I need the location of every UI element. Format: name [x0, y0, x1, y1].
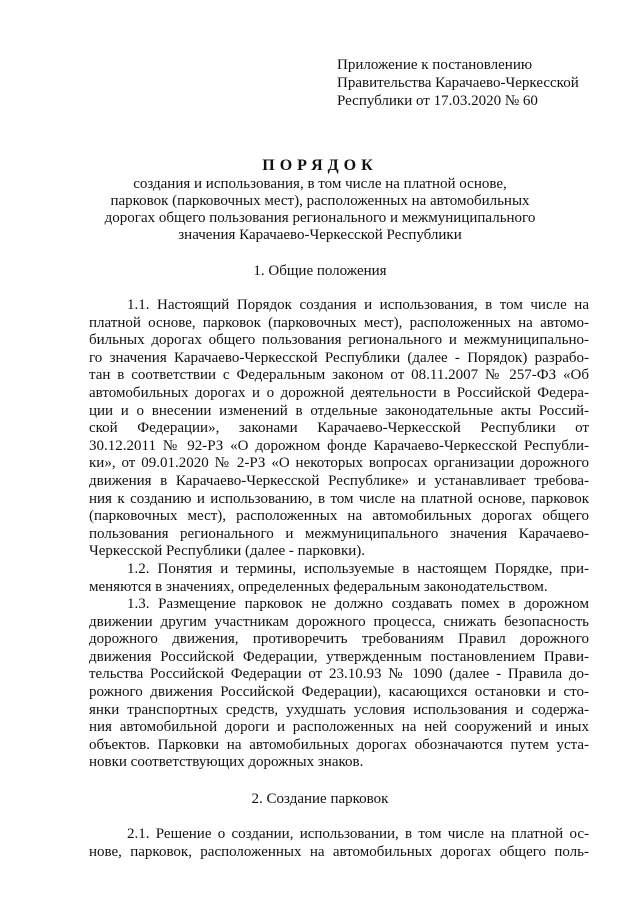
section-2-body	[89, 826, 589, 861]
subtitle-line-1: создания и использования, в том числе на платной основе,	[133, 176, 507, 192]
paragraph-line: нове, парковок, расположенных на автомобильных дорогах общего поль-	[89, 843, 589, 860]
paragraph-line: объектов. Парковки на автомобильных дорогах обозначаются путем уста-	[89, 736, 589, 753]
paragraph-line: Черкесской Республики (далее - парковки).	[89, 543, 366, 560]
paragraph-line: новки соответствующих дорожных знаков.	[89, 754, 364, 771]
paragraph-line: тан в соответствии с Федеральным законом от 08.11.2007 № 257-ФЗ «Об	[89, 367, 589, 384]
paragraph-line: платной основе, парковок (парковочных мест), расположенных на автомо-	[89, 314, 589, 331]
header-line-3: Республики от 17.03.2020 № 60	[337, 93, 538, 109]
paragraph-line: движения Российской Федерации, утвержденным постановлением Прави-	[89, 648, 589, 665]
paragraph-line: бильных дорогах общего пользования регионального и межмуниципально-	[89, 332, 589, 349]
paragraph-line: (парковочных мест), расположенных на автомобильных дорогах общего	[89, 508, 589, 525]
paragraph-line: янки транспортных средств, ухудшать условия использования и содержа-	[89, 701, 589, 718]
approval-header	[337, 56, 627, 110]
paragraph-line: ния автомобильной дороги и расположенных на ней сооружений и иных	[89, 719, 589, 736]
paragraph-line: дорожного движения, противоречить требованиям Правил дорожного	[89, 631, 589, 648]
document-title: ПОРЯДОК	[262, 157, 378, 174]
paragraph-line: ской Федерации», законами Карачаево-Черкесской Республики от	[89, 420, 589, 437]
paragraph-line: 1.1. Настоящий Порядок создания и использования, в том числе на	[127, 297, 589, 313]
paragraph-line: автомобильных дорогах и о дорожной деятельности в Российской Федера-	[89, 384, 589, 401]
paragraph-line: рожного движения Российской Федерации), касающихся остановки и сто-	[89, 684, 589, 701]
section-1-body	[89, 297, 589, 772]
paragraph-line: 1.2. Понятия и термины, используемые в настоящем Порядке, при-	[127, 560, 589, 577]
document-subtitle	[0, 176, 640, 244]
header-line-1: Приложение к постановлению	[337, 57, 533, 73]
paragraph-line: 1.3. Размещение парковок не должно создавать помех в дорожном	[127, 596, 589, 613]
paragraph-line: движении другим участникам дорожного процесса, снижать безопасность	[89, 613, 589, 630]
section-2-heading: 2. Создание парковок	[251, 791, 389, 807]
section-1-heading: 1. Общие положения	[253, 263, 387, 279]
paragraph-line: ки», от 09.01.2020 № 2-РЗ «О некоторых вопросах организации дорожного	[89, 455, 589, 472]
paragraph-line: 2.1. Решение о создании, использовании, в том числе на платной ос-	[127, 826, 589, 842]
paragraph-line: меняются в значениях, определенных федеральным законодательством.	[89, 578, 548, 595]
header-line-2: Правительства Карачаево-Черкесской	[337, 75, 579, 91]
paragraph-line: го значения Карачаево-Черкесской Республики (далее - Порядок) разрабо-	[89, 349, 589, 366]
paragraph-line: движения в Карачаево-Черкесской Республике» и устанавливает требова-	[89, 472, 589, 489]
paragraph-line: ции и о внесении изменений в отдельные законодательные акты Россий-	[89, 402, 589, 419]
subtitle-line-4: значения Карачаево-Черкесской Республики	[178, 227, 462, 243]
paragraph-line: тельства Российской Федерации от 23.10.93 № 1090 (далее - Правила до-	[89, 666, 589, 683]
paragraph-line: ния к созданию и использованию, в том числе на платной основе, парковок	[89, 490, 589, 507]
subtitle-line-2: парковок (парковочных мест), расположенных на автомобильных	[110, 193, 530, 209]
paragraph-line: 30.12.2011 № 92-РЗ «О дорожном фонде Карачаево-Черкесской Республи-	[89, 437, 589, 454]
paragraph-line: пользования регионального и межмуниципального значения Карачаево-	[89, 525, 589, 542]
subtitle-line-3: дорогах общего пользования регионального и межмуниципального	[104, 210, 536, 226]
